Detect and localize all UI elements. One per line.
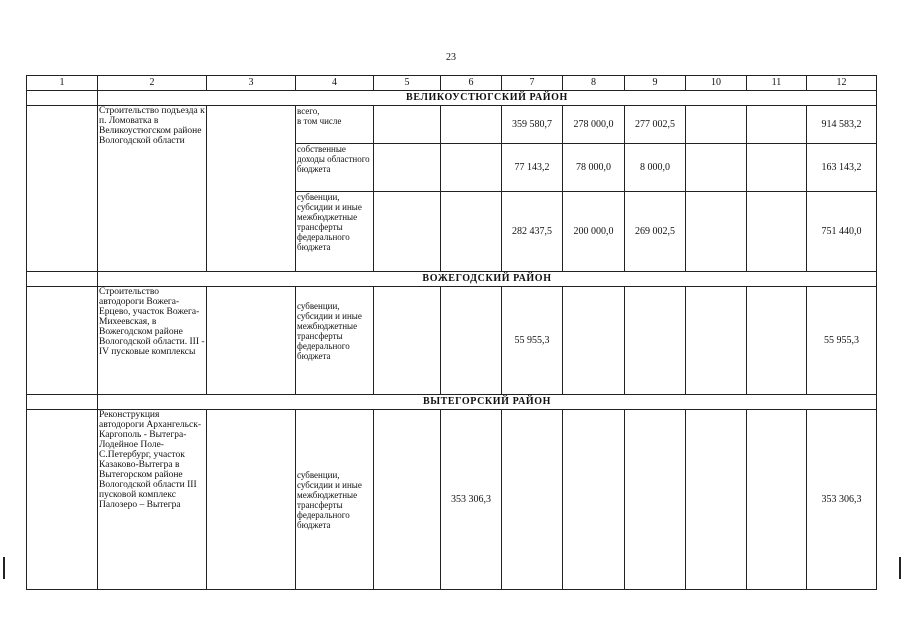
value-col8 <box>563 287 625 395</box>
value-col12: 163 143,2 <box>807 144 877 192</box>
col-number-5: 5 <box>374 76 441 91</box>
value-col7: 77 143,2 <box>502 144 563 192</box>
value-col8: 78 000,0 <box>563 144 625 192</box>
cell-col1 <box>27 287 98 395</box>
value-col8: 200 000,0 <box>563 192 625 272</box>
cell-col1 <box>27 410 98 590</box>
value-col9: 277 002,5 <box>625 106 686 144</box>
value-col7 <box>502 410 563 590</box>
value-col5 <box>374 106 441 144</box>
value-col7: 359 580,7 <box>502 106 563 144</box>
value-col10 <box>686 144 747 192</box>
page-number: 23 <box>446 52 456 63</box>
value-col11 <box>747 106 807 144</box>
funding-source: всего, в том числе <box>296 106 374 144</box>
value-col10 <box>686 192 747 272</box>
funding-source: субвенции, субсидии и иные межбюджетные трансферты федерального бюджета <box>296 192 374 272</box>
value-col5 <box>374 144 441 192</box>
value-col6 <box>441 287 502 395</box>
value-col9 <box>625 410 686 590</box>
value-col8 <box>563 410 625 590</box>
object-name: Реконструкция автодороги Архангельск-Каргополь - Вытегра-Лодейное Поле-С.Петербург, участок Казаково-Вытегра в Вытегорском районе Вологодской области III пусковой комплекс Палозеро – Вытегра <box>98 410 207 590</box>
value-col10 <box>686 410 747 590</box>
value-col10 <box>686 106 747 144</box>
value-col12: 55 955,3 <box>807 287 877 395</box>
col-number-12: 12 <box>807 76 877 91</box>
col-number-1: 1 <box>27 76 98 91</box>
col-number-8: 8 <box>563 76 625 91</box>
region-header-row <box>27 395 877 410</box>
value-col9: 269 002,5 <box>625 192 686 272</box>
value-col5 <box>374 192 441 272</box>
region-header-row <box>27 272 877 287</box>
value-col12: 751 440,0 <box>807 192 877 272</box>
col-number-2: 2 <box>98 76 207 91</box>
value-col6 <box>441 192 502 272</box>
value-col5 <box>374 287 441 395</box>
value-col5 <box>374 410 441 590</box>
value-col11 <box>747 287 807 395</box>
col-number-7: 7 <box>502 76 563 91</box>
region-name: ВЕЛИКОУСТЮГСКИЙ РАЙОН <box>98 91 877 106</box>
col-number-3: 3 <box>207 76 296 91</box>
region-blank-cell <box>27 395 98 410</box>
object-name: Строительство автодороги Вожега-Ерцево, участок Вожега-Михеевская, в Вожегодском районе Вологодской области. III - IV пусковые комплексы <box>98 287 207 395</box>
value-col11 <box>747 192 807 272</box>
cell-col3 <box>207 106 296 272</box>
value-col11 <box>747 144 807 192</box>
cell-col3 <box>207 410 296 590</box>
cell-col1 <box>27 106 98 272</box>
value-col6: 353 306,3 <box>441 410 502 590</box>
value-col6 <box>441 144 502 192</box>
cell-col3 <box>207 287 296 395</box>
value-col10 <box>686 287 747 395</box>
region-blank-cell <box>27 91 98 106</box>
funding-source: собственные доходы областного бюджета <box>296 144 374 192</box>
funding-source: субвенции, субсидии и иные межбюджетные трансферты федерального бюджета <box>296 287 374 395</box>
budget-table <box>26 75 877 590</box>
right-margin-mark <box>899 557 901 579</box>
col-number-6: 6 <box>441 76 502 91</box>
value-col9: 8 000,0 <box>625 144 686 192</box>
table-row <box>27 287 877 395</box>
table-row <box>27 410 877 590</box>
col-number-10: 10 <box>686 76 747 91</box>
col-number-11: 11 <box>747 76 807 91</box>
value-col7: 55 955,3 <box>502 287 563 395</box>
col-number-4: 4 <box>296 76 374 91</box>
value-col7: 282 437,5 <box>502 192 563 272</box>
value-col9 <box>625 287 686 395</box>
value-col12: 353 306,3 <box>807 410 877 590</box>
value-col12: 914 583,2 <box>807 106 877 144</box>
object-name: Строительство подъезда к п. Ломоватка в Великоустюгском районе Вологодской области <box>98 106 207 272</box>
region-header-row <box>27 91 877 106</box>
column-number-row <box>27 76 877 91</box>
region-blank-cell <box>27 272 98 287</box>
region-name: ВОЖЕГОДСКИЙ РАЙОН <box>98 272 877 287</box>
funding-source: субвенции, субсидии и иные межбюджетные трансферты федерального бюджета <box>296 410 374 590</box>
col-number-9: 9 <box>625 76 686 91</box>
value-col6 <box>441 106 502 144</box>
value-col11 <box>747 410 807 590</box>
value-col8: 278 000,0 <box>563 106 625 144</box>
left-margin-mark <box>3 557 5 579</box>
region-name: ВЫТЕГОРСКИЙ РАЙОН <box>98 395 877 410</box>
table-row <box>27 106 877 144</box>
